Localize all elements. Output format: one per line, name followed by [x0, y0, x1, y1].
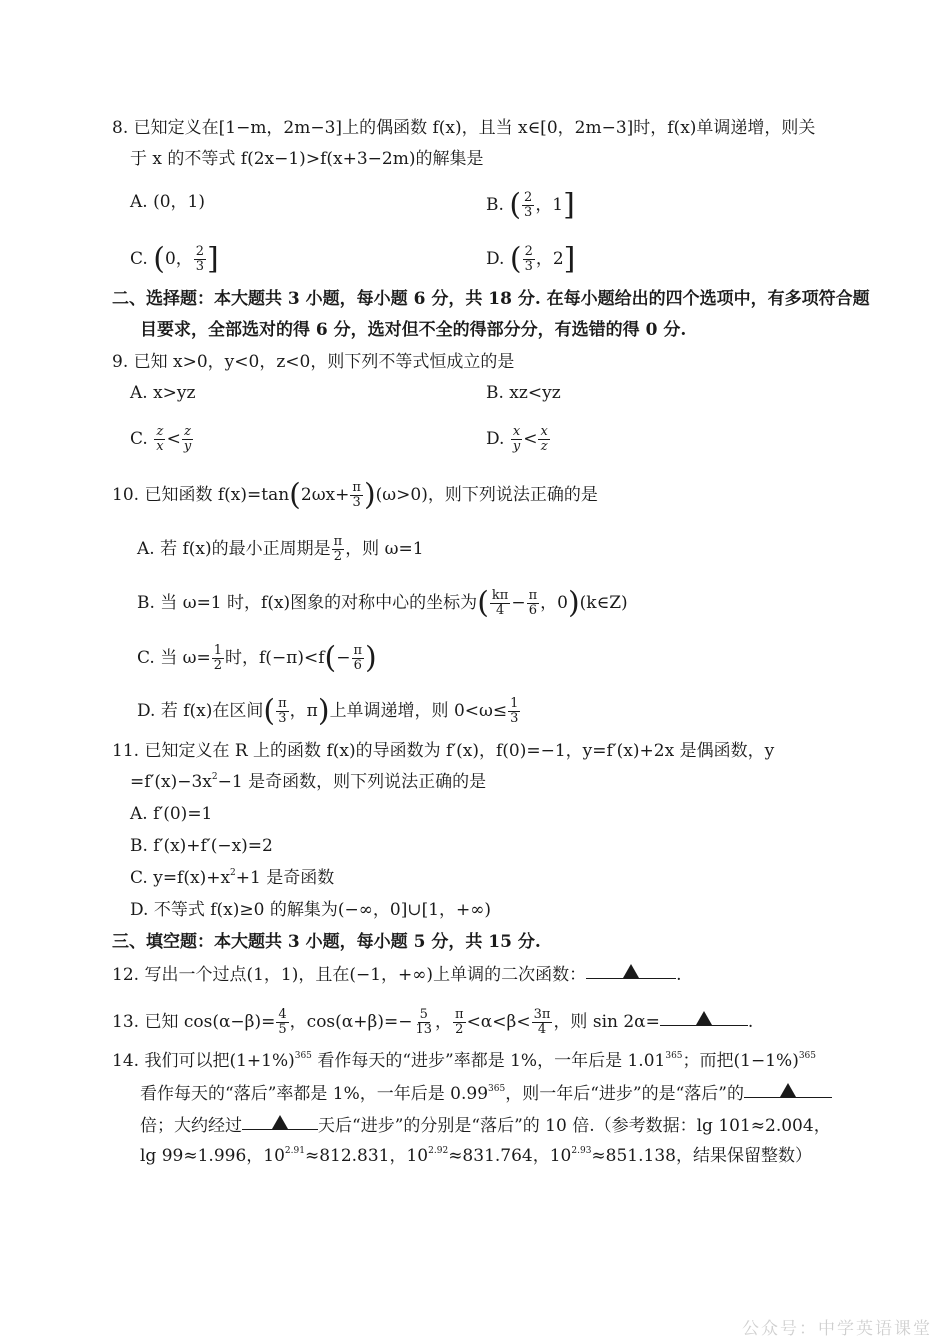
section2-heading-line2: 目要求，全部选对的得 6 分，选对但不全的得部分分，有选错的得 0 分. [140, 320, 687, 340]
q12-answer-blank [586, 960, 676, 979]
triangle-icon [272, 1115, 288, 1129]
q11-stem-line1: 11. 已知定义在 R 上的函数 f(x)的导函数为 f′(x)，f(0)=−1，y=f′(x)+2x 是偶函数，y [112, 741, 775, 761]
q9-option-d: D. $\frac{x}{y}$ < $\frac{x}{z}$ [486, 424, 548, 454]
q14-line3: 倍；大约经过 天后“进步”的分别是“落后”的 10 倍.（参考数据：lg 101≈2.004， [140, 1113, 831, 1137]
q9-option-b: B. xz<yz [486, 383, 561, 403]
q10-option-a: A. 若 f(x)的最小正周期是 $\frac{\pi}{2}$ ，则 ω=1 [137, 534, 424, 564]
watermark: 公众号：中学英语课堂 [742, 1319, 932, 1339]
q14-line2: 看作每天的“落后”率都是 1%，一年后是 0.99$^{365}$，则一年后“进步”的是“落后”的 [140, 1081, 832, 1105]
q8-option-b: B. ( $\frac{2}{3}$ ，1] [486, 187, 575, 223]
q14-answer-blank-2 [242, 1111, 318, 1130]
q9-option-a: A. x>yz [130, 383, 196, 403]
q14-line4: lg 99≈1.996，$10^{2.91}\approx 812.831$，$10^{2.92}\approx 831.764$，$10^{2.93}\approx 851.138$，结果保留整数） [140, 1146, 812, 1166]
q11-option-c: C. $y=f(x)+x^2+1$ 是奇函数 [130, 868, 335, 888]
q10-option-c: C. 当 ω= $\frac{1}{2}$ 时，f(−π)<f(− $\frac{\pi}{6}$ ) [137, 640, 377, 676]
section2-heading-line1: 二、选择题：本大题共 3 小题，每小题 6 分，共 18 分. 在每小题给出的四个选项中，有多项符合题 [112, 289, 870, 309]
q12-stem: 12. 写出一个过点(1，1)，且在(−1，+∞)上单调的二次函数： . [112, 962, 681, 986]
q8-stem-line1: 8. 已知定义在[1−m，2m−3]上的偶函数 f(x)，且当 x∈[0，2m−3]时，f(x)单调递增，则关 [112, 118, 816, 138]
q8-option-c: C. (0， $\frac{2}{3}$ ] [130, 241, 219, 277]
q8-stem-line2: 于 x 的不等式 f(2x−1)>f(x+3−2m)的解集是 [130, 149, 484, 169]
q9-stem: 9. 已知 x>0，y<0，z<0，则下列不等式恒成立的是 [112, 352, 515, 372]
q14-answer-blank-1 [744, 1079, 832, 1098]
q11-option-d: D. 不等式 f(x)≥0 的解集为(−∞，0]∪[1，+∞) [130, 900, 492, 920]
q13-answer-blank [660, 1007, 748, 1026]
q11-option-b: B. f′(x)+f′(−x)=2 [130, 836, 273, 856]
section3-heading: 三、填空题：本大题共 3 小题，每小题 5 分，共 15 分. [112, 932, 541, 952]
q9-option-c: C. $\frac{z}{x}$ < $\frac{z}{y}$ [130, 424, 192, 454]
q10-option-b: B. 当 ω=1 时，f(x)图象的对称中心的坐标为( $\frac{k\pi}{4}$ − $\frac{\pi}{6}$ ，0)(k∈Z) [137, 585, 628, 621]
q14-line1: 14. 我们可以把$(1+1\%)^{365}$ 看作每天的“进步”率都是 1%，一年后是 1.01$^{365}$；而把$(1-1\%)^{365}$ [112, 1051, 817, 1071]
q8-option-d: D. ( $\frac{2}{3}$ ，2] [486, 241, 576, 277]
triangle-icon [780, 1083, 796, 1097]
q11-stem-line2: $=f'(x)-3x^2-1$ 是奇函数，则下列说法正确的是 [130, 772, 487, 792]
q13-stem: 13. 已知 cos(α−β)= $\frac{4}{5}$ ，cos(α+β)=− $\frac{5}{13}$ ， $\frac{\pi}{2}$ <α<β< $\frac{3\pi}{4}$ ，则 sin 2α= . [112, 1007, 754, 1037]
q10-stem: 10. 已知函数 f(x)=tan(2ωx+ $\frac{\pi}{3}$ )(ω>0)，则下列说法正确的是 [112, 477, 598, 513]
q10-option-d: D. 若 f(x)在区间( $\frac{\pi}{3}$ ，π)上单调递增，则 0<ω≤ $\frac{1}{3}$ [137, 693, 519, 729]
q8-option-a: A. (0，1) [130, 192, 205, 212]
triangle-icon [623, 964, 639, 978]
triangle-icon [696, 1011, 712, 1025]
q11-option-a: A. f′(0)=1 [130, 804, 213, 824]
